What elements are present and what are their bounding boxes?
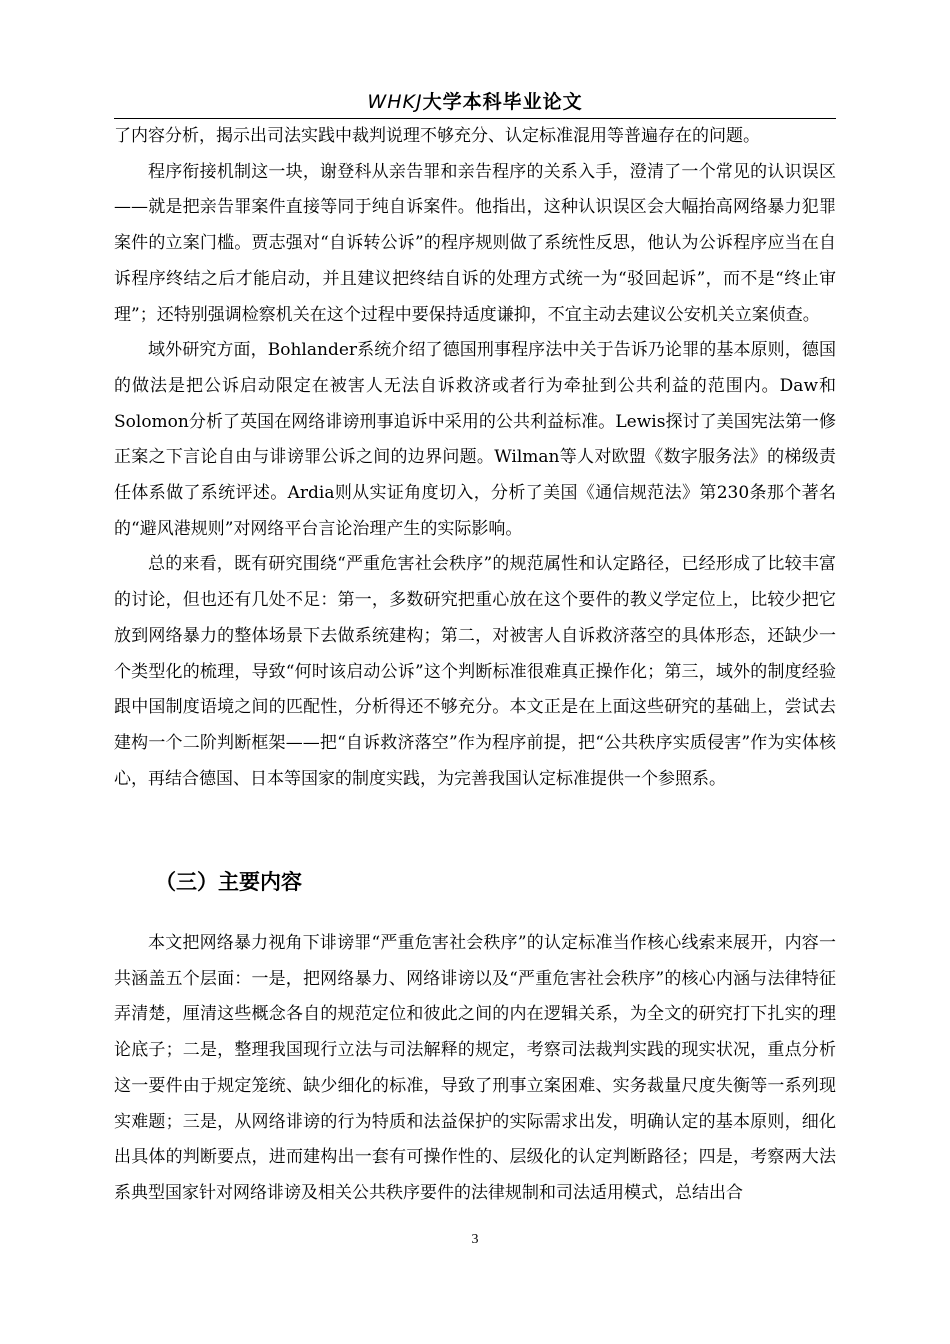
- section-heading: （三）主要内容: [155, 870, 302, 894]
- header-latin: WHKJ: [367, 91, 423, 113]
- header-chinese: 大学本科毕业论文: [422, 91, 583, 113]
- paragraph-continued: 了内容分析，揭示出司法实践中裁判说理不够充分、认定标准混用等普遍存在的问题。: [114, 126, 760, 146]
- paragraph-procedure: 程序衔接机制这一块，谢登科从亲告罪和亲告程序的关系入手，澄清了一个常见的认识误区——就是把亲告罪案件直接等同于纯自诉案件。他指出，这种认识误区会大幅抬高网络暴力犯罪案件的立案门槛。贾志强对“自诉转公诉”的程序规则做了系统性反思，他认为公诉程序应当在自诉程序终结之后才能启动，并且建议把终结自诉的处理方式统一为“驳回起诉”，而不是“终止审理”；还特别强调检察机关在这个过程中要保持适度谦抑，不宜主动去建议公安机关立案侦查。: [114, 161, 836, 325]
- paragraph-main-content: 本文把网络暴力视角下诽谤罪“严重危害社会秩序”的认定标准当作核心线索来展开，内容一共涵盖五个层面：一是，把网络暴力、网络诽谤以及“严重危害社会秩序”的核心内涵与法律特征弄清楚，厘清这些概念各自的规范定位和彼此之间的内在逻辑关系，为全文的研究打下扎实的理论底子；二是，整理我国现行立法与司法解释的规定，考察司法裁判实践的现实状况，重点分析这一要件由于规定笼统、缺少细化的标准，导致了刑事立案困难、实务裁量尺度失衡等一系列现实难题；三是，从网络诽谤的行为特质和法益保护的实际需求出发，明确认定的基本原则，细化出具体的判断要点，进而建构出一套有可操作性的、层级化的认定判断路径；四是，考察两大法系典型国家针对网络诽谤及相关公共秩序要件的法律规制和司法适用模式，总结出合: [114, 933, 836, 1203]
- paragraph-summary: 总的来看，既有研究围绕“严重危害社会秩序”的规范属性和认定路径，已经形成了比较丰富的讨论，但也还有几处不足：第一，多数研究把重心放在这个要件的教义学定位上，比较少把它放到网络暴力的整体场景下去做系统建构；第二，对被害人自诉救济落空的具体形态，还缺少一个类型化的梳理，导致“何时该启动公诉”这个判断标准很难真正操作化；第三，域外的制度经验跟中国制度语境之间的匹配性，分析得还不够充分。本文正是在上面这些研究的基础上，尝试去建构一个二阶判断框架——把“自诉救济落空”作为程序前提，把“公共秩序实质侵害”作为实体核心，再结合德国、日本等国家的制度实践，为完善我国认定标准提供一个参照系。: [114, 554, 836, 789]
- running-header: [114, 88, 836, 119]
- body-text-bottom: [114, 926, 836, 1212]
- paragraph-foreign-research: 域外研究方面，Bohlander系统介绍了德国刑事程序法中关于告诉乃论罪的基本原则，德国的做法是把公诉启动限定在被害人无法自诉救济或者行为牵扯到公共利益的范围内。Daw和Solomon分析了英国在网络诽谤刑事追诉中采用的公共利益标准。Lewis探讨了美国宪法第一修正案之下言论自由与诽谤罪公诉之间的边界问题。Wilman等人对欧盟《数字服务法》的梯级责任体系做了系统评述。Ardia则从实证角度切入，分析了美国《通信规范法》第230条那个著名的“避风港规则”对网络平台言论治理产生的实际影响。: [114, 340, 836, 539]
- body-text-top: [114, 119, 836, 797]
- page-number: 3: [471, 1232, 479, 1247]
- header-title: [114, 88, 836, 116]
